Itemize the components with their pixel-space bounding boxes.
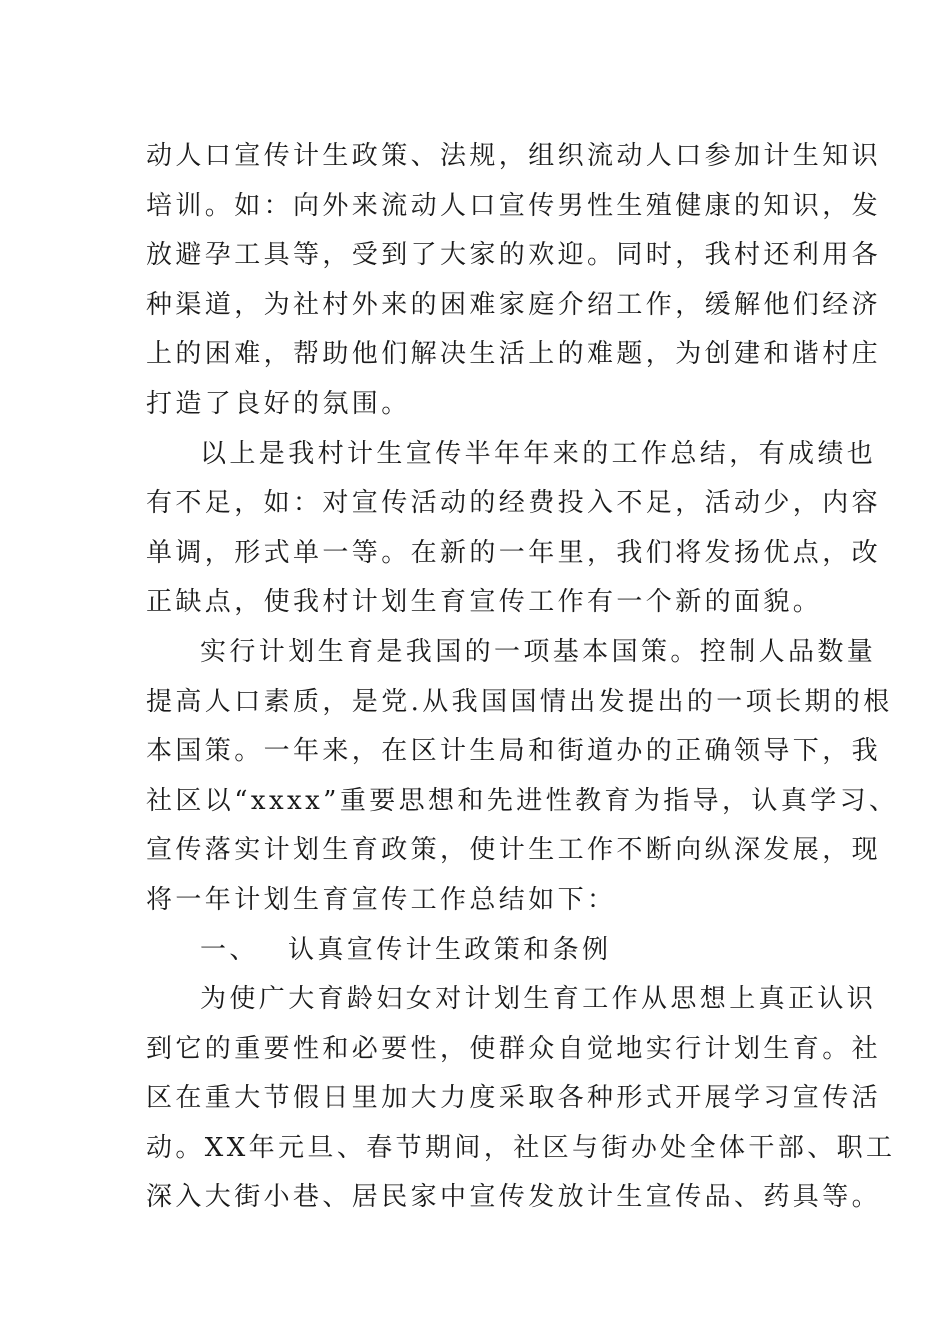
- text-line: 动人口宣传计生政策、法规，组织流动人口参加计生知识: [146, 141, 882, 171]
- text-line: 本国策。一年来，在区计生局和街道办的正确领导下，我: [146, 736, 882, 767]
- text-line: 打造了良好的氛围。: [146, 388, 411, 419]
- text-line: 放避孕工具等，受到了大家的欢迎。同时，我村还利用各: [146, 240, 882, 271]
- section-heading: [146, 926, 806, 976]
- section-number: 一、: [200, 934, 259, 965]
- text-line: 单调，形式单一等。在新的一年里，我们将发扬优点，改: [146, 537, 882, 568]
- text-line: 动。XX年元旦、春节期间，社区与街办处全体干部、职工: [146, 1132, 896, 1163]
- text-line: 提高人口素质，是党.从我国国情出发提出的一项长期的根: [146, 686, 893, 717]
- text-line: 以上是我村计生宣传半年年来的工作总结，有成绩也: [200, 438, 877, 469]
- text-line: 培训。如：向外来流动人口宣传男性生殖健康的知识，发: [146, 190, 882, 221]
- text-line: 到它的重要性和必要性，使群众自觉地实行计划生育。社: [146, 1033, 882, 1064]
- section-title: 认真宣传计生政策和条例: [288, 934, 612, 965]
- text-line: 上的困难，帮助他们解决生活上的难题，为创建和谐村庄: [146, 339, 882, 370]
- text-line: 将一年计划生育宣传工作总结如下：: [146, 884, 617, 915]
- body-text: [146, 132, 899, 1223]
- text-line: 正缺点，使我村计划生育宣传工作有一个新的面貌。: [146, 587, 823, 618]
- text-line: 有不足，如：对宣传活动的经费投入不足，活动少，内容: [146, 488, 882, 519]
- text-line: 实行计划生育是我国的一项基本国策。控制人品数量: [200, 636, 877, 667]
- text-line: 深入大街小巷、居民家中宣传发放计生宣传品、药具等。: [146, 1182, 882, 1213]
- text-line: 种渠道，为社村外来的困难家庭介绍工作，缓解他们经济: [146, 289, 882, 320]
- text-line: 宣传落实计划生育政策，使计生工作不断向纵深发展，现: [146, 835, 882, 866]
- text-line: 区在重大节假日里加大力度采取各种形式开展学习宣传活: [146, 1083, 882, 1114]
- text-line: 社区以“xxxx”重要思想和先进性教育为指导，认真学习、: [146, 785, 899, 816]
- text-line: 为使广大育龄妇女对计划生育工作从思想上真正认识: [200, 984, 877, 1015]
